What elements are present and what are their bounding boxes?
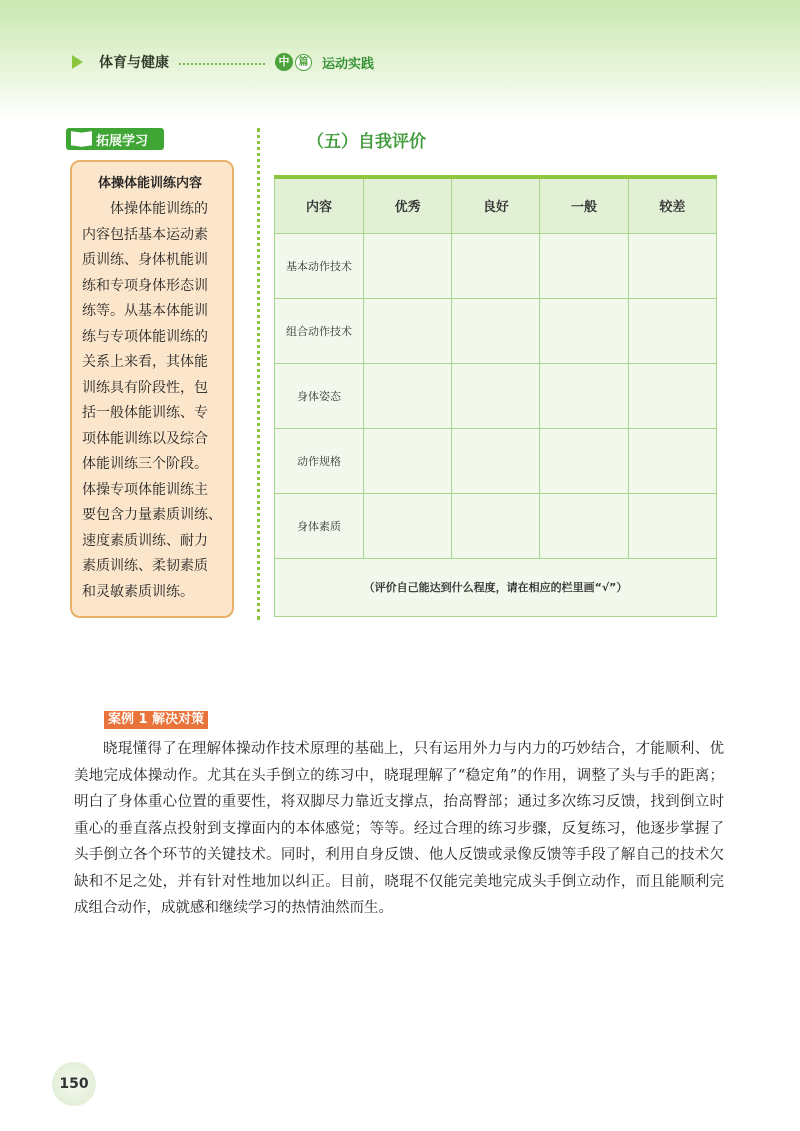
rating-cell[interactable] [628,493,716,558]
case-tag: 案例 1 解决对策 [104,711,208,729]
expand-learning-tag [66,128,164,150]
table-note: （评价自己能达到什么程度，请在相应的栏里画“√”） [275,558,717,616]
book-title: 体育与健康 [99,55,169,71]
table-note-row [275,558,717,616]
rating-cell[interactable] [452,363,540,428]
column-divider [257,128,260,620]
self-evaluation-table [274,175,717,617]
rating-cell[interactable] [452,428,540,493]
section-title: （五）自我评价 [307,132,426,152]
sidebar-box [70,160,234,618]
column-header: 较差 [628,177,716,233]
table-row [275,298,717,363]
rating-cell[interactable] [628,428,716,493]
column-header: 优秀 [364,177,452,233]
sidebar-body: 体操体能训练的 内容包括基本运动素 质训练、身体机能训 练和专项身体形态训 练等。从基本体能训 练与专项体能训练的 关系上来看，其体能 训练具有阶段性，包 括一般体能训练、专 项体能训练以及综合 体能训练三个阶段。 体操专项体能训练主 要包含力量素质训练、 速度素质训练、耐力 素质训练、柔韧素质 和灵敏素质训练。 [82,201,222,600]
row-label: 身体姿态 [275,363,364,428]
rating-cell[interactable] [364,298,452,363]
row-label: 组合动作技术 [275,298,364,363]
rating-cell[interactable] [628,363,716,428]
rating-cell[interactable] [540,493,628,558]
rating-cell[interactable] [364,428,452,493]
page-header [72,52,374,72]
table-row [275,363,717,428]
rating-cell[interactable] [364,493,452,558]
triangle-icon [72,55,83,69]
case-body: 晓琨懂得了在理解体操动作技术原理的基础上，只有运用外力与内力的巧妙结合，才能顺利、优美地完成体操动作。尤其在头手倒立的练习中，晓琨理解了“稳定角”的作用，调整了头与手的距离；明白了身体重心位置的重要性，将双脚尽力靠近支撑点，抬高臀部；通过多次练习反馈，找到倒立时重心的垂直落点投射到支撑面内的本体感觉；等等。经过合理的练习步骤，反复练习，他逐步掌握了头手倒立各个环节的关键技术。同时，利用自身反馈、他人反馈或录像反馈等手段了解自己的技术欠缺和不足之处，并有针对性地加以纠正。目前，晓琨不仅能完美地完成头手倒立动作，而且能顺利完成组合动作，成就感和继续学习的热情油然而生。 [74,741,724,916]
rating-cell[interactable] [452,298,540,363]
book-icon [70,132,92,146]
rating-cell[interactable] [452,493,540,558]
rating-cell[interactable] [540,363,628,428]
table-row [275,428,717,493]
rating-cell[interactable] [628,298,716,363]
part-badge-pian: 篇 [295,54,312,71]
row-label: 身体素质 [275,493,364,558]
rating-cell[interactable] [540,428,628,493]
rating-cell[interactable] [364,363,452,428]
rating-cell[interactable] [364,233,452,298]
row-label: 动作规格 [275,428,364,493]
table-row [275,493,717,558]
table-header-row [275,177,717,233]
expand-learning-label: 拓展学习 [96,133,149,149]
part-badge-zhong: 中 [275,53,293,71]
rating-cell[interactable] [540,233,628,298]
column-header: 内容 [275,177,364,233]
column-header: 良好 [452,177,540,233]
column-header: 一般 [540,177,628,233]
rating-cell[interactable] [628,233,716,298]
part-title: 运动实践 [322,56,375,72]
row-label: 基本动作技术 [275,233,364,298]
sidebar-title: 体操体能训练内容 [98,176,203,191]
rating-cell[interactable] [452,233,540,298]
rating-cell[interactable] [540,298,628,363]
page-number: 150 [52,1062,96,1106]
dotted-divider [179,63,265,65]
table-row [275,233,717,298]
